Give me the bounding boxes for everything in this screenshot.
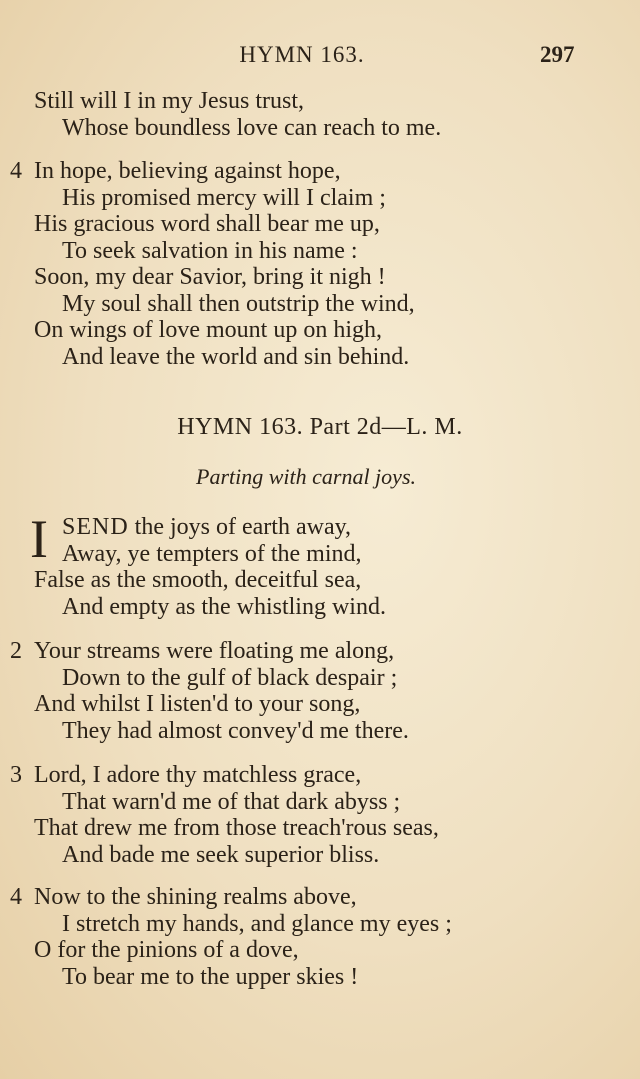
verse-line: Away, ye tempters of the mind, [62, 540, 362, 567]
verse-text: In hope, believing against hope, [34, 158, 341, 184]
stanza-4-part-1 [0, 158, 640, 370]
hymn-heading: HYMN 163. Part 2d—L. M. [177, 414, 463, 440]
verse-line: I stretch my hands, and glance my eyes ; [62, 910, 452, 937]
first-word: SEND [62, 514, 129, 540]
verse-line: To bear me to the upper skies ! [62, 963, 359, 990]
continuation-stanza [0, 88, 640, 141]
verse-line: And whilst I listen'd to your song, [34, 691, 361, 717]
verse-line: Whose boundless love can reach to me. [62, 114, 442, 141]
verse-text: the joys of earth away, [128, 514, 352, 540]
verse-line: And bade me seek superior bliss. [62, 841, 380, 868]
verse-line: To seek salvation in his name : [62, 237, 358, 264]
verse-line [0, 884, 640, 911]
stanza-2 [0, 638, 640, 744]
stanza-4 [0, 884, 640, 990]
verse-line [0, 158, 640, 185]
verse-line: That drew me from those treach'rous seas, [34, 815, 439, 841]
drop-cap: I [30, 509, 48, 569]
stanza-number: 4 [10, 158, 22, 184]
verse-line: My soul shall then outstrip the wind, [62, 290, 415, 317]
verse-line: Down to the gulf of black despair ; [62, 664, 398, 691]
verse-line: And empty as the whistling wind. [62, 593, 386, 620]
verse-line [0, 638, 640, 665]
running-title: HYMN 163. [239, 42, 365, 67]
verse-text: Lord, I adore thy matchless grace, [34, 762, 362, 788]
running-head [0, 42, 640, 76]
stanza-1 [0, 509, 640, 620]
verse-line [0, 762, 640, 789]
stanza-3 [0, 762, 640, 868]
stanza-number: 2 [10, 638, 22, 664]
verse-line: False as the smooth, deceitful sea, [34, 567, 362, 593]
hymn-subtitle: Parting with carnal joys. [196, 464, 416, 489]
verse-line: His promised mercy will I claim ; [62, 184, 386, 211]
verse-line: On wings of love mount up on high, [34, 317, 382, 343]
page-number: 297 [540, 42, 575, 67]
verse-text: Now to the shining realms above, [34, 884, 357, 910]
verse-text: Your streams were floating me along, [34, 638, 395, 664]
verse-line [0, 514, 640, 541]
stanza-number: 3 [10, 762, 22, 788]
verse-line: And leave the world and sin behind. [62, 343, 410, 370]
verse-line: That warn'd me of that dark abyss ; [62, 788, 401, 815]
verse-line: Soon, my dear Savior, bring it nigh ! [34, 264, 386, 290]
verse-line: His gracious word shall bear me up, [34, 211, 380, 237]
verse-line: They had almost convey'd me there. [62, 717, 409, 744]
stanza-number: 4 [10, 884, 22, 910]
verse-line: O for the pinions of a dove, [34, 937, 299, 963]
verse-line: Still will I in my Jesus trust, [34, 88, 305, 114]
